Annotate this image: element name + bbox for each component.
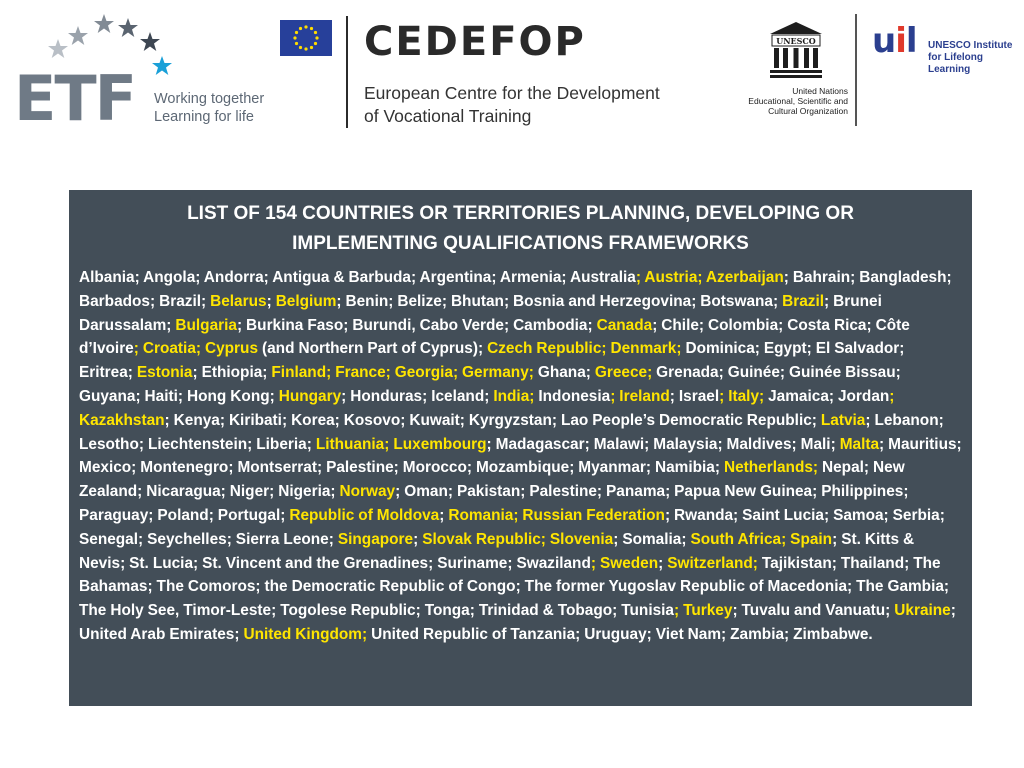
country-text: ; (439, 506, 449, 524)
highlighted-country-text: Belgium (275, 292, 337, 310)
country-text: ; Bahrain; Bangladesh; Barbados; Brazil; (79, 269, 952, 310)
highlighted-country-text: ; Turkey (674, 602, 733, 620)
country-text: ; Brunei Darussalam; (79, 292, 882, 334)
cedefop-subtitle: European Centre for the Development of Vocational Training (364, 83, 660, 126)
highlighted-country-text: Ukraine (894, 602, 951, 620)
uil-mark: uil (872, 21, 917, 61)
highlighted-country-text: Romania; Russian Federation (448, 506, 665, 524)
unesco-temple-icon (770, 22, 822, 78)
country-text: ; Somalia; (613, 530, 691, 548)
etf-logo (14, 12, 274, 135)
country-text: Grenada; Guinée; Guinée Bissau; Guyana; Haiti; Hong Kong; (79, 364, 901, 405)
star-icon (94, 14, 114, 33)
highlighted-country-text: ; Ireland (610, 387, 670, 405)
uil-caption: UNESCO Institute for Lifelong Learning (928, 40, 1013, 75)
country-text: ; (266, 292, 276, 310)
country-text: ; Honduras; Iceland; (341, 387, 494, 405)
country-text: ; Mauritius; Mexico; Montenegro; Montserrat; Palestine; Morocco; Mozambique; Myanmar; Namibia; (79, 435, 962, 477)
country-text: ; (413, 530, 423, 548)
country-text: Tajikistan; Thailand; The Bahamas; The Comoros; the Democratic Republic of Congo; The former Yugoslav Republic of Macedonia; The Gambia; The Holy See, Timor-Leste; Togolese Republic; Tonga; Trinidad & Tobago; Tunisia (79, 554, 950, 620)
star-icon (140, 32, 160, 51)
highlighted-country-text: Malta (839, 435, 880, 453)
unesco-divider (855, 14, 857, 126)
country-text: ; Ethiopia; (192, 364, 272, 382)
highlighted-country-text: Singapore (337, 530, 414, 548)
cedefop-wordmark: CEDEFOP (364, 19, 586, 65)
country-text: ; Madagascar; Malawi; Malaysia; Maldives; Mali; (486, 435, 840, 453)
country-text: (and Northern Part of Cyprus); (258, 340, 488, 358)
highlighted-country-text: Finland; France; Georgia; Germany; (271, 364, 534, 382)
highlighted-country-text: Switzerland; (667, 554, 758, 572)
highlighted-country-text: ; Kazakhstan (79, 387, 895, 429)
country-text: ; Kenya; Kiribati; Korea; Kosovo; Kuwait; Kyrgyzstan; Lao People’s Democratic Republic; (164, 411, 821, 429)
country-text: ; (658, 554, 668, 572)
highlighted-country-text: ; Italy; (719, 387, 765, 405)
highlighted-country-text: South Africa; Spain (690, 530, 833, 548)
unesco-wordmark: UNESCO (776, 36, 816, 46)
country-text: ; Tuvalu and Vanuatu; (732, 602, 895, 620)
star-icon (118, 18, 138, 37)
country-text: ; Oman; Pakistan; Palestine; Panama; Papua New Guinea; Philippines; Paraguay; Poland; Portugal; (79, 483, 909, 524)
country-text: Ghana; (533, 364, 595, 382)
country-text: Indonesia (534, 387, 611, 405)
highlighted-country-text: Norway (339, 483, 396, 501)
highlighted-country-text: Estonia (136, 364, 193, 382)
cedefop-logo (280, 14, 680, 134)
star-icon (152, 56, 172, 75)
country-text: ; Chile; Colombia; Costa Rica; Côte d’Ivoire (79, 316, 910, 358)
highlighted-country-text: ; Croatia; Cyprus (133, 340, 259, 358)
star-icon (48, 39, 68, 58)
cedefop-divider (346, 16, 348, 128)
highlighted-country-text: Lithuania; Luxembourg (315, 435, 487, 453)
country-text: Jamaica; Jordan (764, 387, 890, 405)
country-list (79, 266, 962, 647)
etf-tagline: Working together Learning for life (154, 91, 265, 125)
country-text: ; Burkina Faso; Burundi, Cabo Verde; Cambodia; (236, 316, 597, 334)
country-text: ; United Arab Emirates; (79, 602, 956, 643)
panel-title: LIST OF 154 COUNTRIES OR TERRITORIES PLANNING, DEVELOPING OR IMPLEMENTING QUALIFICATIONS FRAMEWORKS (187, 203, 854, 254)
country-text: ; Lebanon; Lesotho; Liechtenstein; Liberia; (79, 411, 944, 453)
highlighted-country-text: ; Austria; Azerbaijan (635, 269, 784, 286)
highlighted-country-text: Republic of Moldova (289, 506, 440, 524)
country-text: ; Benin; Belize; Bhutan; Bosnia and Herzegovina; Botswana; (336, 292, 783, 310)
highlighted-country-text: Slovak Republic; Slovenia (422, 530, 614, 548)
country-text: ; St. Kitts & Nevis; St. Lucia; St. Vincent and the Grenadines; Suriname; Swaziland (79, 530, 915, 572)
etf-wordmark: ETF (14, 62, 135, 135)
country-text: Albania; Angola; Andorra; Antigua & Barbuda; Argentina; Armenia; Australia (79, 269, 636, 286)
highlighted-country-text: ; Sweden (590, 554, 659, 572)
highlighted-country-text: Greece; (594, 364, 653, 382)
highlighted-country-text: Brazil (782, 292, 825, 310)
country-text: ; Rwanda; Saint Lucia; Samoa; Serbia; Senegal; Seychelles; Sierra Leone; (79, 506, 945, 548)
highlighted-country-text: Bulgaria (175, 316, 237, 334)
highlighted-country-text: Czech Republic; Denmark; (487, 340, 682, 358)
countries-panel (69, 190, 972, 706)
unesco-logo (724, 14, 864, 134)
country-text: Dominica; Egypt; El Salvador; Eritrea; (79, 340, 905, 382)
highlighted-country-text: United Kingdom; (243, 625, 368, 643)
eu-flag-icon (280, 20, 332, 56)
country-text: United Republic of Tanzania; Uruguay; Viet Nam; Zambia; Zimbabwe. (367, 625, 873, 643)
highlighted-country-text: Hungary (278, 387, 342, 405)
uil-logo (872, 18, 1022, 88)
highlighted-country-text: Canada (596, 316, 653, 334)
highlighted-country-text: India; (493, 387, 535, 405)
star-icon (68, 26, 88, 45)
highlighted-country-text: Latvia (820, 411, 866, 429)
country-text: ; Israel (669, 387, 720, 405)
country-text: Nepal; New Zealand; Nicaragua; Niger; Nigeria; (79, 459, 905, 501)
highlighted-country-text: Belarus (210, 292, 267, 310)
unesco-caption: United Nations Educational, Scientific and Cultural Organization (748, 86, 848, 116)
highlighted-country-text: Netherlands; (723, 459, 819, 477)
